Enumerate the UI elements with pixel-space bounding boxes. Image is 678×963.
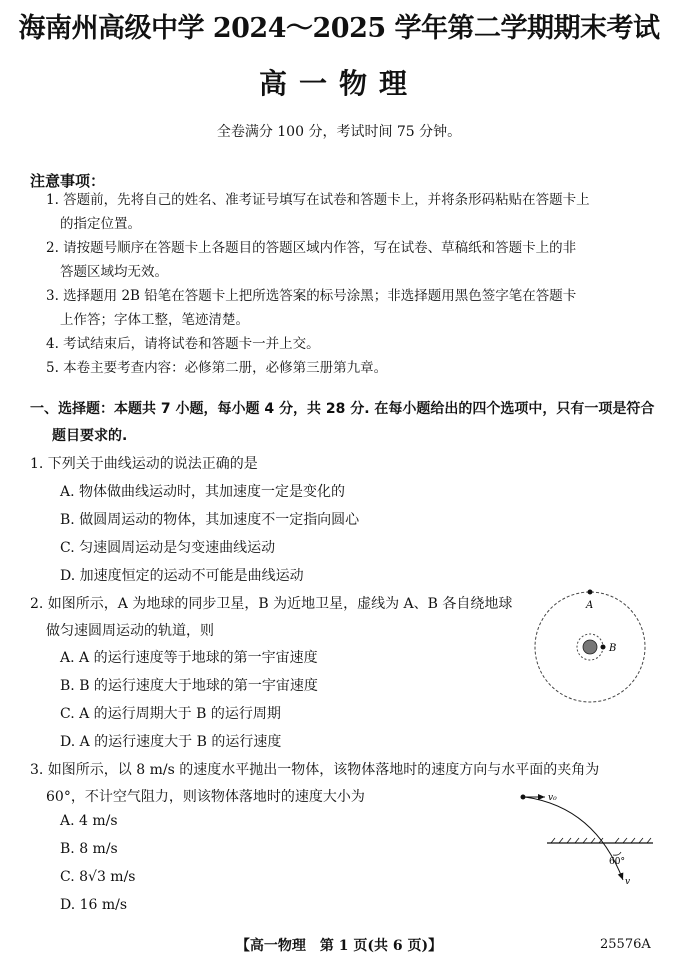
angle-arc	[613, 852, 621, 855]
notice-line: 1. 答题前，先将自己的姓名、准考证号填写在试卷和答题卡上，并将条形码粘贴在答题卡上	[46, 192, 590, 208]
question-stem: 1. 下列关于曲线运动的说法正确的是	[30, 456, 258, 472]
satellite-b-label: B	[609, 643, 617, 654]
section-heading: 一、选择题：本题共 7 小题，每小题 4 分，共 28 分. 在每小题给出的四个选项中，只有一项是符合	[30, 401, 655, 417]
projectile-figure	[515, 785, 655, 895]
notice-line: 4. 考试结束后，请将试卷和答题卡一并上交。	[46, 336, 320, 352]
notice-line: 5. 本卷主要考查内容：必修第二册，必修第三册第九章。	[46, 360, 388, 376]
notice-line: 上作答；字体工整，笔迹清楚。	[60, 312, 249, 328]
subject-title: 高一物理	[258, 67, 419, 100]
question-stem-cont: 做匀速圆周运动的轨道，则	[46, 623, 214, 639]
option-a: A. 4 m/s	[60, 813, 118, 829]
earth-icon	[583, 640, 597, 654]
v-label: v	[625, 877, 631, 887]
section-heading-cont: 题目要求的.	[52, 428, 128, 444]
option-c: C. A 的运行周期大于 B 的运行周期	[60, 706, 281, 722]
page-footer: 【高一物理 第 1 页(共 6 页)】	[235, 938, 443, 954]
score-info: 全卷满分 100 分，考试时间 75 分钟。	[216, 124, 462, 140]
notice-line: 答题区域均无效。	[60, 264, 168, 280]
question-stem-cont: 60°，不计空气阻力，则该物体落地时的速度大小为	[46, 789, 365, 805]
option-b: B. 做圆周运动的物体，其加速度不一定指向圆心	[60, 512, 360, 528]
angle-label: 60°	[609, 857, 625, 867]
paper-code: 25576A	[600, 937, 651, 952]
option-c: C. 8√3 m/s	[60, 869, 136, 885]
question-stem: 3. 如图所示，以 8 m/s 的速度水平抛出一物体，该物体落地时的速度方向与水平面的夹角为	[30, 762, 600, 778]
option-b: B. B 的运行速度大于地球的第一宇宙速度	[60, 678, 318, 694]
option-d: D. 加速度恒定的运动不可能是曲线运动	[60, 568, 304, 584]
notice-heading: 注意事项：	[30, 172, 106, 190]
option-c: C. 匀速圆周运动是匀变速曲线运动	[60, 540, 276, 556]
satellite-a-dot	[588, 590, 593, 595]
exam-title: 海南州高级中学 2024～2025 学年第二学期期末考试	[18, 13, 660, 44]
notice-line: 2. 请按题号顺序在答题卡上各题目的答题区域内作答，写在试卷、草稿纸和答题卡上的非	[46, 240, 577, 256]
projectile-dot	[521, 795, 526, 800]
ground-hatching	[551, 838, 651, 843]
option-a: A. A 的运行速度等于地球的第一宇宙速度	[60, 650, 318, 666]
option-b: B. 8 m/s	[60, 841, 118, 857]
trajectory	[525, 797, 623, 880]
satellite-a-label: A	[586, 600, 594, 611]
orbit-figure	[528, 585, 653, 710]
v0-label: v₀	[548, 793, 557, 803]
option-d: D. A 的运行速度大于 B 的运行速度	[60, 734, 282, 750]
option-d: D. 16 m/s	[60, 897, 128, 913]
notice-line: 3. 选择题用 2B 铅笔在答题卡上把所选答案的标号涂黑；非选择题用黑色签字笔在答题卡	[46, 288, 577, 304]
option-a: A. 物体做曲线运动时，其加速度一定是变化的	[60, 484, 346, 500]
notice-line: 的指定位置。	[60, 216, 141, 232]
question-stem: 2. 如图所示，A 为地球的同步卫星，B 为近地卫星，虚线为 A、B 各自绕地球	[30, 596, 513, 612]
satellite-b-dot	[601, 645, 606, 650]
